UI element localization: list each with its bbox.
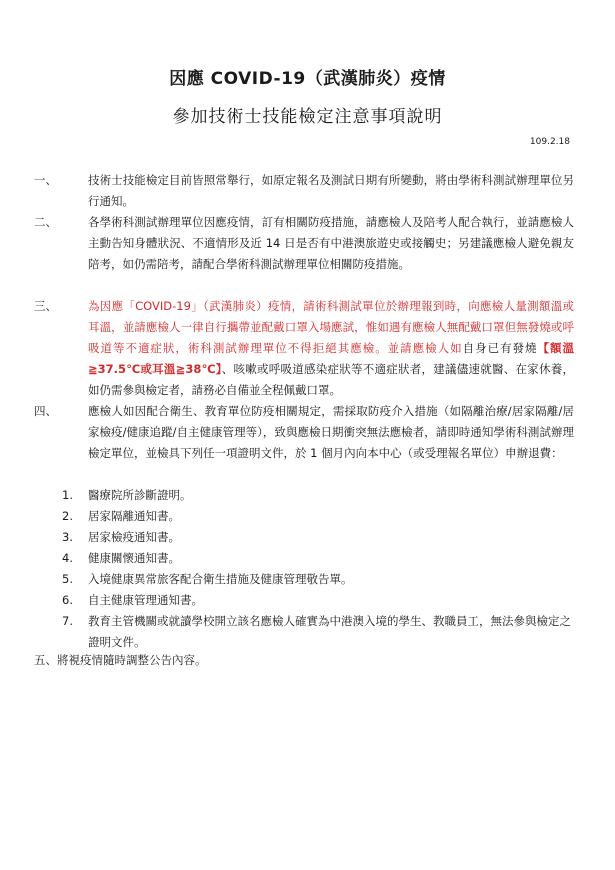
list-item: 1. 醫療院所診斷證明。	[62, 488, 192, 502]
section-text: 、咳嗽或呼吸道感染症狀等不適症狀者，建議儘速就醫、在家休養，如仍需參與檢定者，請務必自備並全程佩戴口罩。	[88, 362, 574, 397]
section-5	[34, 650, 574, 671]
list-item: 3. 居家檢疫通知書。	[62, 530, 180, 544]
document-title-line2: 參加技術士技能檢定注意事項說明	[172, 107, 443, 127]
document-date: 109.2.18	[529, 137, 570, 147]
section-text: 技術士技能檢定目前皆照常舉行，如原定報名及測試日期有所變動，將由學術科測試辦理單位另行通知。	[88, 173, 574, 208]
document-list	[62, 485, 577, 653]
section-text: 各學術科測試辦理單位因應疫情，訂有相關防疫措施，請應檢人及陪考人配合執行，並請應檢人主動告知身體狀況、不適情形及近 14 日是否有中港澳旅遊史或接觸史；另建議應檢人避免親友陪考，如仍需陪考，請配合學術科測試辦理單位相關防疫措施。	[88, 215, 574, 271]
list-item: 5. 入境健康異常旅客配合衛生措施及健康管理敬告單。	[62, 572, 353, 586]
section-number: 四、	[34, 404, 57, 418]
list-item: 4. 健康關懷通知書。	[62, 551, 180, 565]
list-item: 2. 居家隔離通知書。	[62, 509, 180, 523]
section-number: 一、	[34, 173, 57, 187]
section-3	[34, 296, 574, 401]
section-2	[34, 212, 574, 275]
section-text: 應檢人如因配合衛生、教育單位防疫相關規定，需採取防疫介入措施（如隔離治療/居家隔離/居家檢疫/健康追蹤/自主健康管理等），致與應檢日期衝突無法應檢者，請即時通知學術科測試辦理檢定單位，並檢具下列任一項證明文件，於 1 個月內向本中心（或受理報名單位）申辦退費：	[88, 404, 574, 460]
list-item: 7. 教育主管機關或就讀學校開立該名應檢人確實為中港澳入境的學生、教職員工，無法參與檢定之證明文件。	[62, 614, 571, 649]
section-4	[34, 401, 574, 464]
section-number: 二、	[34, 215, 57, 229]
section-text: 五、將視疫情隨時調整公告內容。	[34, 653, 207, 667]
section-text-red: 為因應「COVID-19」（武漢肺炎）疫情，請術科測試單位於辦理報到時，向應檢人量測額溫或耳溫，並請應檢人一律自行攜帶並配戴口罩入場應試，惟如遇有應檢人無配戴口罩但無發燒或呼吸道等不適症狀，術科測試辦理單位不得拒絕其應檢。並請應檢人如	[88, 299, 574, 355]
section-text: 自身已有發燒	[462, 341, 538, 355]
document-title-line1: 因應 COVID-19（武漢肺炎）疫情	[169, 69, 446, 89]
section-text-highlight: 【額溫≧37.5℃或耳溫≧38℃】	[88, 341, 575, 376]
section-number: 三、	[34, 299, 57, 313]
section-1	[34, 170, 574, 212]
list-item: 6. 自主健康管理通知書。	[62, 593, 203, 607]
